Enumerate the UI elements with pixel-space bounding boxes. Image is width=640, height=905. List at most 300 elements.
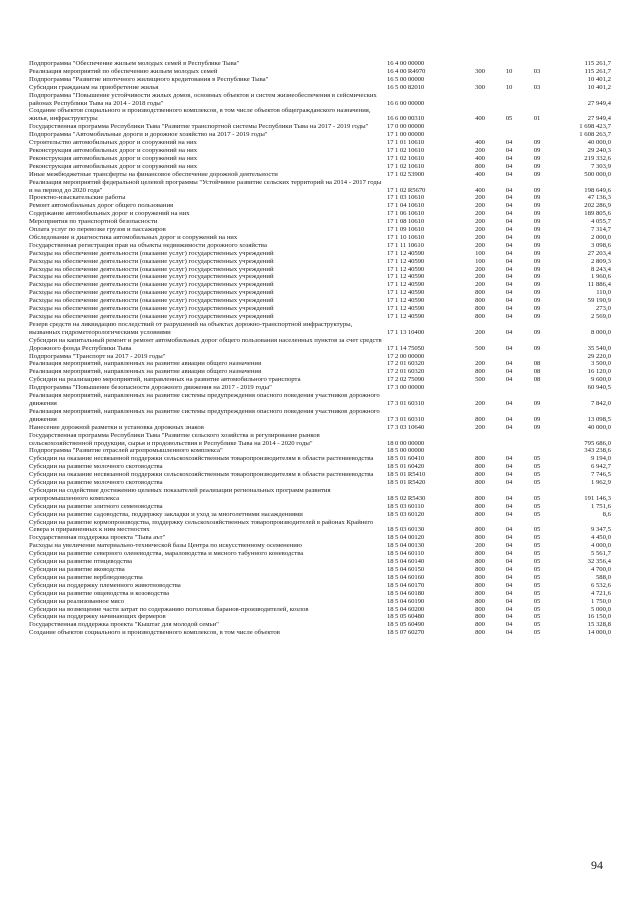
row-target-code: 17 1 00 00000 xyxy=(387,131,425,139)
row-expense-type: 800 xyxy=(475,455,485,463)
row-expense-type: 800 xyxy=(475,581,485,589)
row-name: Создание объектов социального и производственного комплексов, в том числе объектов xyxy=(29,629,280,637)
row-subsection: 05 xyxy=(533,597,541,605)
row-section xyxy=(495,353,523,361)
row-name: Субсидии на поддержку начинающих фермеров xyxy=(29,613,166,621)
table-row xyxy=(29,368,611,376)
row-section: 04 xyxy=(505,526,513,534)
table-row xyxy=(29,60,611,68)
row-expense-type: 800 xyxy=(475,162,485,170)
table-row xyxy=(29,273,611,281)
row-expense-type: 400 xyxy=(475,115,485,123)
table-row xyxy=(29,360,611,368)
row-expense-type: 800 xyxy=(475,534,485,542)
row-expense-type xyxy=(465,76,495,84)
row-target-code: 18 5 04 00120 xyxy=(387,534,425,542)
row-name: Подпрограмма "Автомобильные дороги и дорожное хозяйство на 2017 - 2019 годы" xyxy=(29,131,268,139)
row-name: Расходы на увеличение материально-технической базы Центра по искусственному осеменению xyxy=(29,542,302,550)
row-amount: 10 401,2 xyxy=(587,83,611,91)
table-row xyxy=(29,455,611,463)
row-subsection: 05 xyxy=(533,534,541,542)
row-expense-type: 800 xyxy=(475,566,485,573)
row-subsection xyxy=(523,92,551,108)
row-target-code: 17 2 01 60320 xyxy=(387,360,425,368)
row-name: Реконструкция автомобильных дорог и сооружений на них xyxy=(29,146,198,154)
table-row xyxy=(29,558,611,566)
table-row xyxy=(29,76,611,84)
row-subsection: 09 xyxy=(533,297,541,305)
row-name: Расходы на обеспечение деятельности (оказание услуг) государственных учреждений xyxy=(29,281,274,289)
row-subsection: 05 xyxy=(533,502,541,510)
row-target-code: 18 5 04 60180 xyxy=(387,589,425,597)
row-expense-type: 800 xyxy=(475,550,485,558)
row-name: Реализация мероприятий, направленных на развитие системы предупреждения опасного поведения участников дорожного движения xyxy=(29,407,380,423)
row-subsection: 09 xyxy=(533,257,541,265)
budget-rows xyxy=(29,60,611,637)
row-subsection: 05 xyxy=(533,550,541,558)
row-subsection: 05 xyxy=(533,613,541,621)
row-section: 04 xyxy=(505,558,513,566)
row-name: Расходы на обеспечение деятельности (оказание услуг) государственных учреждений xyxy=(29,257,274,265)
row-name: Субсидии на поддержку племенного животноводства xyxy=(29,581,181,589)
row-subsection: 09 xyxy=(533,162,541,170)
row-section: 04 xyxy=(505,241,513,249)
row-name: Расходы на обеспечение деятельности (оказание услуг) государственных учреждений xyxy=(29,249,274,257)
row-subsection: 05 xyxy=(533,526,541,534)
table-row xyxy=(29,590,611,598)
row-expense-type: 800 xyxy=(475,463,485,471)
row-amount: 1 750,0 xyxy=(590,597,611,605)
table-row xyxy=(29,194,611,202)
row-name: Субсидии гражданам на приобретение жилья xyxy=(29,83,159,91)
row-section: 04 xyxy=(505,257,513,265)
row-target-code: 16 6 00 00310 xyxy=(387,115,425,123)
row-target-code: 17 3 03 10640 xyxy=(387,423,425,431)
row-amount: 29 220,0 xyxy=(587,352,611,360)
row-section: 04 xyxy=(505,399,513,407)
row-name: Субсидии на реализованное мясо xyxy=(29,597,125,605)
row-target-code: 18 5 04 60150 xyxy=(387,566,425,573)
row-amount: 2 000,0 xyxy=(590,233,611,241)
row-name: Субсидии на реализацию мероприятий, направленных на развитие автомобильного транспорта xyxy=(29,376,301,384)
row-name: Субсидии на содействие достижению целевых показателей реализации региональных программ развития агропромышленного комплекса xyxy=(29,486,331,502)
row-amount: 11 886,4 xyxy=(587,281,611,289)
row-amount: 2 809,3 xyxy=(590,257,611,265)
table-row xyxy=(29,131,611,139)
row-name: Государственная программа Республики Тыва "Развитие транспортной системы Республики Тыва на 2017 - 2019 годы" xyxy=(29,123,369,131)
table-row xyxy=(29,234,611,242)
row-section: 04 xyxy=(505,194,513,202)
row-section: 04 xyxy=(505,566,513,573)
row-amount: 7 314,7 xyxy=(590,226,611,234)
row-name: Реконструкция автомобильных дорог и сооружений на них xyxy=(29,154,198,162)
row-subsection: 09 xyxy=(533,305,541,313)
row-target-code: 17 3 00 00000 xyxy=(387,384,425,392)
row-section: 04 xyxy=(505,502,513,510)
row-target-code: 17 1 12 40590 xyxy=(387,273,425,281)
table-row xyxy=(29,384,611,392)
row-expense-type: 800 xyxy=(475,621,485,629)
row-amount: 202 286,9 xyxy=(584,202,611,210)
row-name: Реконструкция автомобильных дорог и сооружений на них xyxy=(29,162,198,170)
row-subsection: 09 xyxy=(533,154,541,162)
row-name: Субсидии на возмещение части затрат по содержанию поголовья баранов-производителей, козлов xyxy=(29,605,309,613)
row-expense-type: 500 xyxy=(475,344,485,352)
table-row xyxy=(29,550,611,558)
row-name: Ремонт автомобильных дорог общего пользования xyxy=(29,202,174,210)
row-target-code: 17 1 12 40590 xyxy=(387,289,425,297)
row-name: Мероприятия по транспортной безопасности xyxy=(29,218,158,226)
row-name: Субсидии на оказание несвязанной поддержки сельскохозяйственным товаропроизводителям в области растениеводства xyxy=(29,471,374,479)
row-expense-type: 800 xyxy=(475,613,485,621)
row-subsection: 05 xyxy=(533,581,541,589)
row-name: Подпрограмма "Повышение безопасности дорожного движения на 2017 - 2019 годы" xyxy=(29,384,272,392)
row-section: 04 xyxy=(505,233,513,241)
row-section: 10 xyxy=(505,83,513,91)
row-expense-type xyxy=(465,60,495,68)
row-subsection: 05 xyxy=(533,463,541,471)
table-row xyxy=(29,210,611,218)
row-target-code: 18 5 04 60170 xyxy=(387,581,425,589)
row-amount: 27 203,4 xyxy=(587,249,611,257)
row-section: 04 xyxy=(505,581,513,589)
row-amount: 191 146,3 xyxy=(584,494,611,502)
row-expense-type: 200 xyxy=(475,399,485,407)
row-subsection: 05 xyxy=(533,566,541,573)
table-row xyxy=(29,171,611,179)
row-subsection: 09 xyxy=(533,415,541,423)
row-section: 04 xyxy=(505,534,513,542)
row-section: 04 xyxy=(505,613,513,621)
row-section: 04 xyxy=(505,368,513,376)
row-amount: 795 686,0 xyxy=(584,439,611,447)
row-amount: 10 401,2 xyxy=(587,75,611,83)
table-row xyxy=(29,424,611,432)
row-name: Подпрограмма "Повышение устойчивости жилых домов, основных объектов и систем жизнеобеспечения в сейсмических районах Республики Тыва на 2014 - 2018 годы" xyxy=(29,91,377,107)
row-name: Содержание автомобильных дорог и сооружений на них xyxy=(29,210,190,218)
table-row xyxy=(29,621,611,629)
row-name: Подпрограмма "Развитие ипотечного жилищного кредитования в Республике Тыва" xyxy=(29,75,269,83)
row-section: 04 xyxy=(505,170,513,178)
row-expense-type: 200 xyxy=(475,146,485,154)
row-section: 04 xyxy=(505,289,513,297)
table-row xyxy=(29,313,611,321)
row-expense-type: 400 xyxy=(475,186,485,194)
row-target-code: 17 1 14 75050 xyxy=(387,344,425,352)
row-expense-type: 200 xyxy=(475,241,485,249)
table-row xyxy=(29,542,611,550)
row-target-code: 18 5 02 R5430 xyxy=(387,494,426,502)
row-target-code: 18 5 04 60160 xyxy=(387,573,425,581)
row-name: Субсидии на развитие северного оленеводства, мараловодства и мясного табунного коневодства xyxy=(29,550,304,558)
table-row xyxy=(29,606,611,614)
row-subsection: 05 xyxy=(533,455,541,463)
row-expense-type: 800 xyxy=(475,589,485,597)
row-amount: 1 608 263,7 xyxy=(579,131,611,139)
row-name: Субсидии на развитие кормопроизводства, поддержку сельскохозяйственных товаропроизводителей в районах Крайнего Севера и приравненных к ним местностях xyxy=(29,518,374,534)
row-expense-type: 100 xyxy=(475,249,485,257)
row-name: Субсидии на развитие верблюдоводства xyxy=(29,573,143,581)
row-section: 04 xyxy=(505,218,513,226)
row-section: 04 xyxy=(505,328,513,336)
table-row xyxy=(29,139,611,147)
table-row xyxy=(29,503,611,511)
row-name: Расходы на обеспечение деятельности (оказание услуг) государственных учреждений xyxy=(29,289,274,297)
row-section: 04 xyxy=(505,202,513,210)
row-amount: 588,0 xyxy=(595,573,611,581)
table-row xyxy=(29,305,611,313)
table-row xyxy=(29,218,611,226)
row-name: Расходы на обеспечение деятельности (оказание услуг) государственных учреждений xyxy=(29,313,274,320)
row-target-code: 18 0 00 00000 xyxy=(387,439,425,447)
row-name: Подпрограмма "Обеспечение жильем молодых семей в Республике Тыва" xyxy=(29,60,240,67)
row-subsection: 09 xyxy=(533,146,541,154)
row-amount: 2 569,0 xyxy=(590,313,611,320)
row-expense-type: 800 xyxy=(475,526,485,534)
row-subsection: 08 xyxy=(533,360,541,368)
row-target-code: 16 4 00 R4970 xyxy=(387,67,426,75)
row-subsection: 09 xyxy=(533,139,541,147)
table-row xyxy=(29,432,611,448)
row-subsection xyxy=(523,60,551,68)
row-subsection xyxy=(523,353,551,361)
row-section: 04 xyxy=(505,573,513,581)
row-expense-type: 800 xyxy=(475,494,485,502)
row-subsection: 09 xyxy=(533,281,541,289)
row-section: 04 xyxy=(505,510,513,518)
table-row xyxy=(29,376,611,384)
row-expense-type xyxy=(465,384,495,392)
row-name: Нанесение дорожной разметки и установка дорожных знаков xyxy=(29,423,204,431)
table-row xyxy=(29,147,611,155)
row-expense-type: 800 xyxy=(475,471,485,479)
row-target-code: 17 1 11 10610 xyxy=(387,241,424,249)
row-target-code: 17 1 13 10400 xyxy=(387,328,425,336)
row-section xyxy=(495,123,523,131)
table-row xyxy=(29,258,611,266)
row-amount: 29 240,3 xyxy=(587,146,611,154)
row-expense-type: 800 xyxy=(475,502,485,510)
row-expense-type: 800 xyxy=(475,289,485,297)
row-amount: 1 751,6 xyxy=(590,502,611,510)
row-section: 04 xyxy=(505,550,513,558)
row-amount: 1 960,6 xyxy=(590,273,611,281)
row-subsection: 09 xyxy=(533,249,541,257)
row-amount: 32 356,4 xyxy=(587,558,611,566)
row-section: 04 xyxy=(505,281,513,289)
row-target-code: 17 1 12 40590 xyxy=(387,297,425,305)
row-amount: 14 000,0 xyxy=(587,629,611,637)
table-row xyxy=(29,447,611,455)
row-subsection: 03 xyxy=(533,83,541,91)
row-subsection: 05 xyxy=(533,558,541,566)
row-name: Реализация мероприятий, направленных на развитие авиации общего назначения xyxy=(29,360,262,368)
row-section: 10 xyxy=(505,67,513,75)
row-section: 04 xyxy=(505,597,513,605)
row-expense-type: 400 xyxy=(475,170,485,178)
row-target-code: 18 5 05 60490 xyxy=(387,621,425,629)
row-subsection xyxy=(523,447,551,455)
row-name: Государственная регистрация прав на объекты недвижимости дорожного хозяйства xyxy=(29,241,267,249)
row-amount: 47 136,3 xyxy=(587,194,611,202)
row-subsection: 05 xyxy=(533,479,541,487)
table-row xyxy=(29,281,611,289)
row-name: Реализация мероприятий, направленных на развитие авиации общего назначения xyxy=(29,368,262,376)
row-section: 04 xyxy=(505,629,513,637)
row-name: Расходы на обеспечение деятельности (оказание услуг) государственных учреждений xyxy=(29,273,274,281)
row-subsection: 09 xyxy=(533,399,541,407)
row-expense-type: 800 xyxy=(475,479,485,487)
table-row xyxy=(29,321,611,337)
table-row xyxy=(29,68,611,76)
row-subsection: 09 xyxy=(533,265,541,273)
row-expense-type: 800 xyxy=(475,629,485,637)
row-target-code: 16 5 00 82010 xyxy=(387,83,425,91)
row-name: Проектно-изыскательские работы xyxy=(29,194,126,202)
row-section: 04 xyxy=(505,139,513,147)
row-section: 04 xyxy=(505,226,513,234)
row-expense-type: 400 xyxy=(475,154,485,162)
row-amount: 16 120,0 xyxy=(587,368,611,376)
row-subsection: 09 xyxy=(533,313,541,320)
row-subsection: 08 xyxy=(533,368,541,376)
row-target-code: 17 1 02 10610 xyxy=(387,154,425,162)
table-row xyxy=(29,163,611,171)
row-expense-type: 200 xyxy=(475,265,485,273)
row-subsection: 05 xyxy=(533,629,541,637)
row-amount: 7 842,0 xyxy=(590,399,611,407)
row-target-code: 17 1 02 10610 xyxy=(387,162,425,170)
row-name: Реализация мероприятий федеральной целевой программы "Устойчивое развитие сельских территорий на 2014 - 2017 годы и на период до 2020 года" xyxy=(29,178,382,194)
row-target-code: 17 2 01 60320 xyxy=(387,368,425,376)
row-subsection: 09 xyxy=(533,273,541,281)
row-section: 04 xyxy=(505,542,513,550)
row-amount: 219 332,6 xyxy=(584,154,611,162)
row-expense-type: 800 xyxy=(475,605,485,613)
row-name: Расходы на обеспечение деятельности (оказание услуг) государственных учреждений xyxy=(29,265,274,273)
row-name: Расходы на обеспечение деятельности (оказание услуг) государственных учреждений xyxy=(29,297,274,305)
row-target-code: 17 1 12 40590 xyxy=(387,249,425,257)
row-subsection xyxy=(523,384,551,392)
row-section: 04 xyxy=(505,455,513,463)
row-subsection: 09 xyxy=(533,241,541,249)
row-target-code: 17 1 02 10610 xyxy=(387,146,425,154)
table-row xyxy=(29,629,611,637)
row-amount: 4 700,0 xyxy=(590,566,611,573)
row-amount: 40 000,0 xyxy=(587,139,611,147)
row-section xyxy=(495,60,523,68)
row-expense-type: 300 xyxy=(475,83,485,91)
row-target-code: 17 1 10 10610 xyxy=(387,233,425,241)
row-amount: 7 303,9 xyxy=(590,162,611,170)
row-target-code: 18 5 04 60110 xyxy=(387,550,424,558)
row-amount: 59 190,9 xyxy=(587,297,611,305)
row-name: Подпрограмма "Транспорт на 2017 - 2019 годы" xyxy=(29,352,166,360)
row-section: 04 xyxy=(505,265,513,273)
row-section xyxy=(495,92,523,108)
table-row xyxy=(29,534,611,542)
row-target-code: 18 5 07 60270 xyxy=(387,629,425,637)
row-section: 04 xyxy=(505,589,513,597)
row-expense-type: 200 xyxy=(475,218,485,226)
table-row xyxy=(29,574,611,582)
row-section xyxy=(495,432,523,448)
row-subsection: 09 xyxy=(533,328,541,336)
row-subsection: 09 xyxy=(533,344,541,352)
row-expense-type: 200 xyxy=(475,360,485,368)
row-expense-type: 200 xyxy=(475,194,485,202)
table-row xyxy=(29,226,611,234)
row-amount: 8,6 xyxy=(602,510,611,518)
row-target-code: 18 5 04 00130 xyxy=(387,542,425,550)
row-subsection: 09 xyxy=(533,233,541,241)
row-expense-type xyxy=(465,123,495,131)
row-subsection: 05 xyxy=(533,573,541,581)
row-expense-type: 800 xyxy=(475,368,485,376)
row-target-code: 16 6 00 00000 xyxy=(387,99,425,107)
row-expense-type: 800 xyxy=(475,510,485,518)
row-subsection: 09 xyxy=(533,202,541,210)
row-expense-type: 500 xyxy=(475,376,485,384)
row-subsection: 05 xyxy=(533,510,541,518)
row-name: Субсидии на развитие птицеводства xyxy=(29,558,133,566)
table-row xyxy=(29,392,611,408)
table-row xyxy=(29,155,611,163)
row-target-code: 17 1 12 40590 xyxy=(387,265,425,273)
row-subsection xyxy=(523,123,551,131)
row-target-code: 17 3 01 60310 xyxy=(387,399,425,407)
row-amount: 115 261,7 xyxy=(584,60,611,67)
row-target-code: 18 5 05 60480 xyxy=(387,613,425,621)
row-target-code: 16 5 00 00000 xyxy=(387,75,425,83)
row-amount: 4 450,0 xyxy=(590,534,611,542)
row-amount: 5 000,0 xyxy=(590,605,611,613)
row-section: 04 xyxy=(505,494,513,502)
row-target-code: 18 5 04 60190 xyxy=(387,597,425,605)
row-section: 04 xyxy=(505,376,513,384)
row-expense-type xyxy=(465,131,495,139)
row-target-code: 17 1 08 10610 xyxy=(387,218,425,226)
row-expense-type: 200 xyxy=(475,328,485,336)
row-expense-type: 800 xyxy=(475,573,485,581)
table-row xyxy=(29,613,611,621)
row-section: 04 xyxy=(505,146,513,154)
row-amount: 6 942,7 xyxy=(590,463,611,471)
row-target-code: 18 5 03 60120 xyxy=(387,510,425,518)
table-row xyxy=(29,353,611,361)
row-subsection: 09 xyxy=(533,194,541,202)
row-subsection: 08 xyxy=(533,376,541,384)
row-subsection xyxy=(523,76,551,84)
row-amount: 16 150,0 xyxy=(587,613,611,621)
row-target-code: 17 0 00 00000 xyxy=(387,123,425,131)
row-amount: 198 649,6 xyxy=(584,186,611,194)
row-name: Субсидии на капитальный ремонт и ремонт автомобильных дорог общего пользования населенных пунктов за счет средств Дорожного фонда Республики Тыва xyxy=(29,336,382,352)
row-name: Субсидии на развитие элитного семеноводства xyxy=(29,502,163,510)
row-amount: 189 805,6 xyxy=(584,210,611,218)
row-amount: 273,0 xyxy=(595,305,611,313)
row-section: 05 xyxy=(505,115,513,123)
row-name: Расходы на обеспечение деятельности (оказание услуг) государственных учреждений xyxy=(29,305,274,313)
row-section: 04 xyxy=(505,344,513,352)
table-row xyxy=(29,242,611,250)
row-target-code: 17 1 12 40590 xyxy=(387,305,425,313)
row-expense-type: 800 xyxy=(475,313,485,320)
row-target-code: 17 1 01 10610 xyxy=(387,139,425,147)
row-expense-type: 400 xyxy=(475,139,485,147)
row-amount: 4 055,7 xyxy=(590,218,611,226)
row-section: 04 xyxy=(505,605,513,613)
